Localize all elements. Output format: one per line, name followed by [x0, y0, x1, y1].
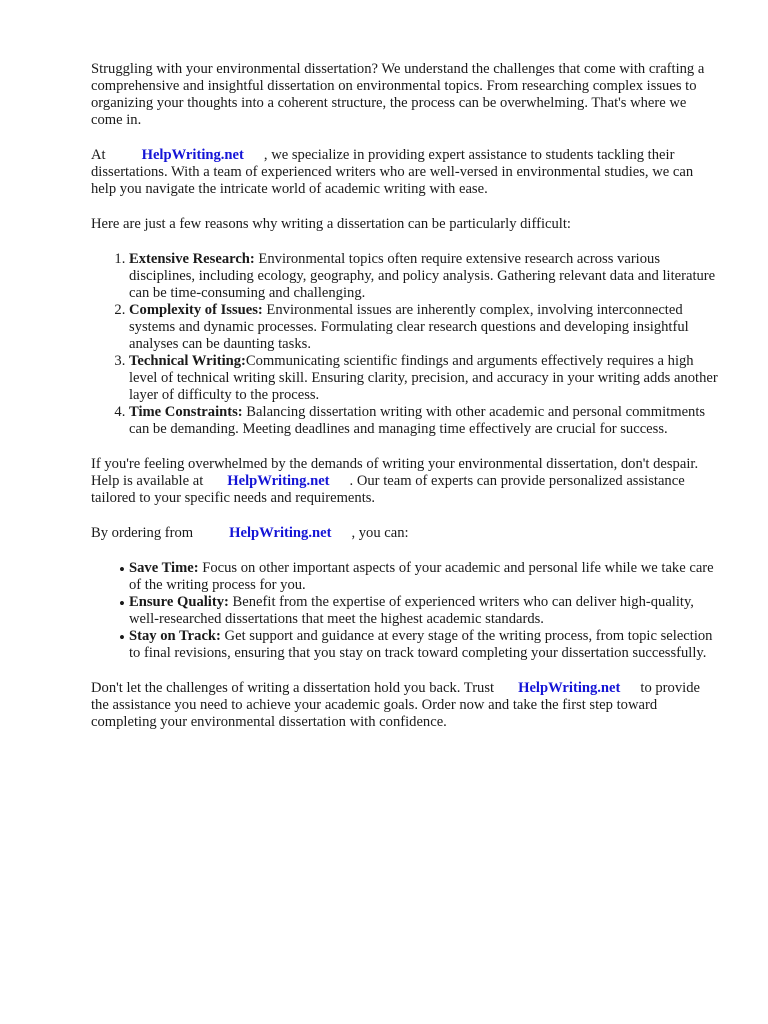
reason-text: Balancing dissertation writing with other academic and personal commitments can be demanding. Meeting deadlines and managing time effectively are crucial for success. [129, 404, 706, 437]
reasons-list [91, 251, 721, 438]
list-item [129, 628, 721, 662]
reason-term: Technical Writing: [129, 353, 246, 369]
list-item [129, 594, 721, 628]
helpwriting-link-1[interactable]: HelpWriting.net [141, 147, 244, 163]
reason-term: Time Constraints: [129, 404, 243, 420]
reason-text: Environmental topics often require extensive research across various disciplines, including ecology, geography, and policy analysis. Gathering relevant data and literature can be time-consuming and challenging. [129, 251, 716, 301]
closing-text: to provide the assistance you need to achieve your academic goals. Order now and take the first step toward completing your environmental dissertation with confidence. [91, 680, 700, 730]
ordering-lead: By ordering from [91, 525, 194, 541]
intro-company-lead: At [91, 147, 106, 163]
benefit-text: Focus on other important aspects of your academic and personal life while we take care of the writing process for you. [129, 560, 714, 593]
list-item [129, 353, 721, 404]
help-lead: If you're feeling overwhelmed by the demands of writing your environmental dissertation, don't despair. Help is available at [91, 456, 699, 489]
ordering-paragraph [91, 525, 721, 542]
ordering-text: , you can: [351, 525, 409, 541]
reason-text: Environmental issues are inherently complex, involving interconnected systems and dynamic processes. Formulating clear research questions and developing insightful analyses can be daunting tasks. [129, 302, 689, 352]
reasons-intro: Here are just a few reasons why writing a dissertation can be particularly difficult: [91, 216, 571, 232]
intro-company-text: , we specialize in providing expert assistance to students tackling their dissertations. With a team of experienced writers who are well-versed in environmental studies, we can help you navigate the intricate world of academic writing with ease. [91, 147, 694, 197]
closing-paragraph [91, 680, 721, 731]
reason-term: Extensive Research: [129, 251, 255, 267]
help-text: . Our team of experts can provide personalized assistance tailored to your specific needs and requirements. [91, 473, 685, 506]
list-item [129, 404, 721, 438]
help-paragraph [91, 456, 721, 507]
document-body [91, 61, 721, 749]
benefit-term: Stay on Track: [129, 628, 221, 644]
reason-term: Complexity of Issues: [129, 302, 263, 318]
benefits-list [91, 560, 721, 662]
benefit-text: Get support and guidance at every stage of the writing process, from topic selection to final revisions, ensuring that you stay on track toward completing your dissertation successfully. [129, 628, 713, 661]
list-item [129, 302, 721, 353]
list-item [129, 560, 721, 594]
benefit-term: Ensure Quality: [129, 594, 229, 610]
reason-text: Communicating scientific findings and arguments effectively requires a high level of technical writing skill. Ensuring clarity, precision, and accuracy in your writing adds another layer of difficulty to the process. [129, 353, 718, 403]
intro-company-paragraph [91, 147, 721, 198]
intro-paragraph: Struggling with your environmental dissertation? We understand the challenges that come with crafting a comprehensive and insightful dissertation on environmental topics. From researching complex issues to organizing your thoughts into a coherent structure, the process can be overwhelming. That's where we come in. [91, 61, 705, 128]
helpwriting-link-3[interactable]: HelpWriting.net [229, 525, 332, 541]
helpwriting-link-2[interactable]: HelpWriting.net [227, 473, 330, 489]
closing-lead: Don't let the challenges of writing a dissertation hold you back. Trust [91, 680, 495, 696]
list-item [129, 251, 721, 302]
benefit-term: Save Time: [129, 560, 199, 576]
benefit-text: Benefit from the expertise of experienced writers who can deliver high-quality, well-researched dissertations that meet the highest academic standards. [129, 594, 694, 627]
helpwriting-link-4[interactable]: HelpWriting.net [518, 680, 621, 696]
